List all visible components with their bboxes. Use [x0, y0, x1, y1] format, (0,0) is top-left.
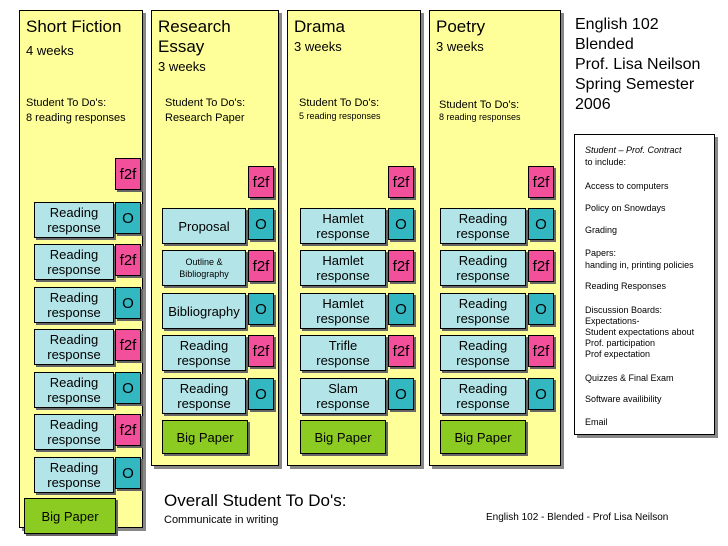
- todo-text: 8 reading responses: [439, 112, 521, 122]
- course-title-line: Blended: [575, 36, 634, 53]
- big-paper-box: Big Paper: [162, 420, 248, 454]
- contract-item: Prof expectation: [585, 349, 651, 359]
- tag-f2f: f2f: [115, 244, 141, 276]
- big-paper-box: Big Paper: [300, 420, 386, 454]
- contract-item: handing in, printing policies: [585, 260, 694, 270]
- task-box: Reading response: [34, 414, 114, 450]
- contract-item: Expectations-: [585, 316, 640, 326]
- task-box: Reading response: [162, 335, 246, 371]
- tag-f2f: f2f: [528, 166, 554, 198]
- tag-o: O: [115, 372, 141, 404]
- course-title-line: English 102: [575, 16, 659, 33]
- todo-text: 8 reading responses: [26, 112, 126, 124]
- todo-label: Student To Do's:: [26, 97, 107, 109]
- task-box: Bibliography: [162, 293, 246, 329]
- contract-item: Quizzes & Final Exam: [585, 373, 674, 383]
- task-box: Reading response: [34, 457, 114, 493]
- contract-item: Grading: [585, 225, 618, 235]
- contract-item: Prof. participation: [585, 338, 656, 348]
- tag-f2f: f2f: [388, 250, 414, 282]
- contract-item: Student expectations about: [585, 327, 695, 337]
- task-box: Hamlet response: [300, 250, 386, 286]
- tag-o: O: [388, 208, 414, 240]
- tag-f2f: f2f: [115, 414, 141, 446]
- todo-label: Student To Do's:: [299, 97, 380, 109]
- task-box: Reading response: [34, 244, 114, 280]
- task-box: Hamlet response: [300, 208, 386, 244]
- task-box: Reading response: [440, 293, 526, 329]
- course-title-line: Prof. Lisa Neilson: [575, 56, 701, 73]
- footer-text: English 102 - Blended - Prof Lisa Neilson: [486, 512, 669, 523]
- task-box: Reading response: [34, 329, 114, 365]
- tag-o: O: [248, 378, 274, 410]
- column-weeks: 4 weeks: [26, 43, 74, 58]
- big-paper-box: Big Paper: [440, 420, 526, 454]
- contract-box: [574, 134, 715, 435]
- task-box: Reading response: [440, 250, 526, 286]
- tag-f2f: f2f: [528, 335, 554, 367]
- tag-o: O: [248, 208, 274, 240]
- task-box: Outline & Bibliography: [162, 250, 246, 286]
- tag-f2f: f2f: [248, 166, 274, 198]
- column-title: Poetry: [436, 17, 486, 36]
- task-box: Reading response: [440, 335, 526, 371]
- big-paper-box: Big Paper: [24, 498, 116, 534]
- tag-o: O: [528, 293, 554, 325]
- task-box: Reading response: [34, 202, 114, 238]
- course-title-line: 2006: [575, 96, 611, 113]
- column-weeks: 3 weeks: [158, 59, 206, 74]
- todo-text: 5 reading responses: [299, 111, 381, 121]
- column-weeks: 3 weeks: [436, 39, 484, 54]
- overall-text: Communicate in writing: [164, 514, 279, 526]
- todo-label: Student To Do's:: [439, 99, 520, 111]
- task-box: Proposal: [162, 208, 246, 244]
- task-box: Trifle response: [300, 335, 386, 371]
- tag-o: O: [528, 208, 554, 240]
- task-box: Reading response: [34, 372, 114, 408]
- contract-item: Reading Responses: [585, 281, 667, 291]
- todo-text: Research Paper: [165, 112, 245, 124]
- task-box: Reading response: [440, 208, 526, 244]
- task-box: Reading response: [34, 287, 114, 323]
- tag-o: O: [388, 293, 414, 325]
- contract-item: Papers:: [585, 248, 617, 258]
- column-title: Short Fiction: [26, 17, 122, 36]
- tag-o: O: [115, 457, 141, 489]
- tag-f2f: f2f: [115, 158, 141, 190]
- tag-o: O: [115, 202, 141, 234]
- contract-heading: Student – Prof. Contract: [585, 145, 682, 155]
- todo-label: Student To Do's:: [165, 97, 246, 109]
- tag-o: O: [115, 287, 141, 319]
- column-weeks: 3 weeks: [294, 39, 342, 54]
- course-title-line: Spring Semester: [575, 76, 695, 93]
- tag-f2f: f2f: [248, 335, 274, 367]
- tag-f2f: f2f: [388, 335, 414, 367]
- column-title: Drama: [294, 17, 346, 36]
- tag-f2f: f2f: [388, 166, 414, 198]
- tag-o: O: [528, 378, 554, 410]
- contract-item: Access to computers: [585, 181, 669, 191]
- column-title: Research Essay: [158, 17, 231, 56]
- tag-f2f: f2f: [115, 329, 141, 361]
- tag-o: O: [388, 378, 414, 410]
- contract-item: Policy on Snowdays: [585, 203, 666, 213]
- task-box: Hamlet response: [300, 293, 386, 329]
- task-box: Reading response: [440, 378, 526, 414]
- overall-heading: Overall Student To Do's:: [164, 491, 347, 510]
- contract-item: Email: [585, 417, 608, 427]
- task-box: Reading response: [162, 378, 246, 414]
- contract-item: Discussion Boards:: [585, 305, 663, 315]
- task-box: Slam response: [300, 378, 386, 414]
- tag-f2f: f2f: [248, 250, 274, 282]
- tag-o: O: [248, 293, 274, 325]
- tag-f2f: f2f: [528, 250, 554, 282]
- contract-subheading: to include:: [585, 157, 627, 167]
- contract-item: Software availibility: [585, 394, 662, 404]
